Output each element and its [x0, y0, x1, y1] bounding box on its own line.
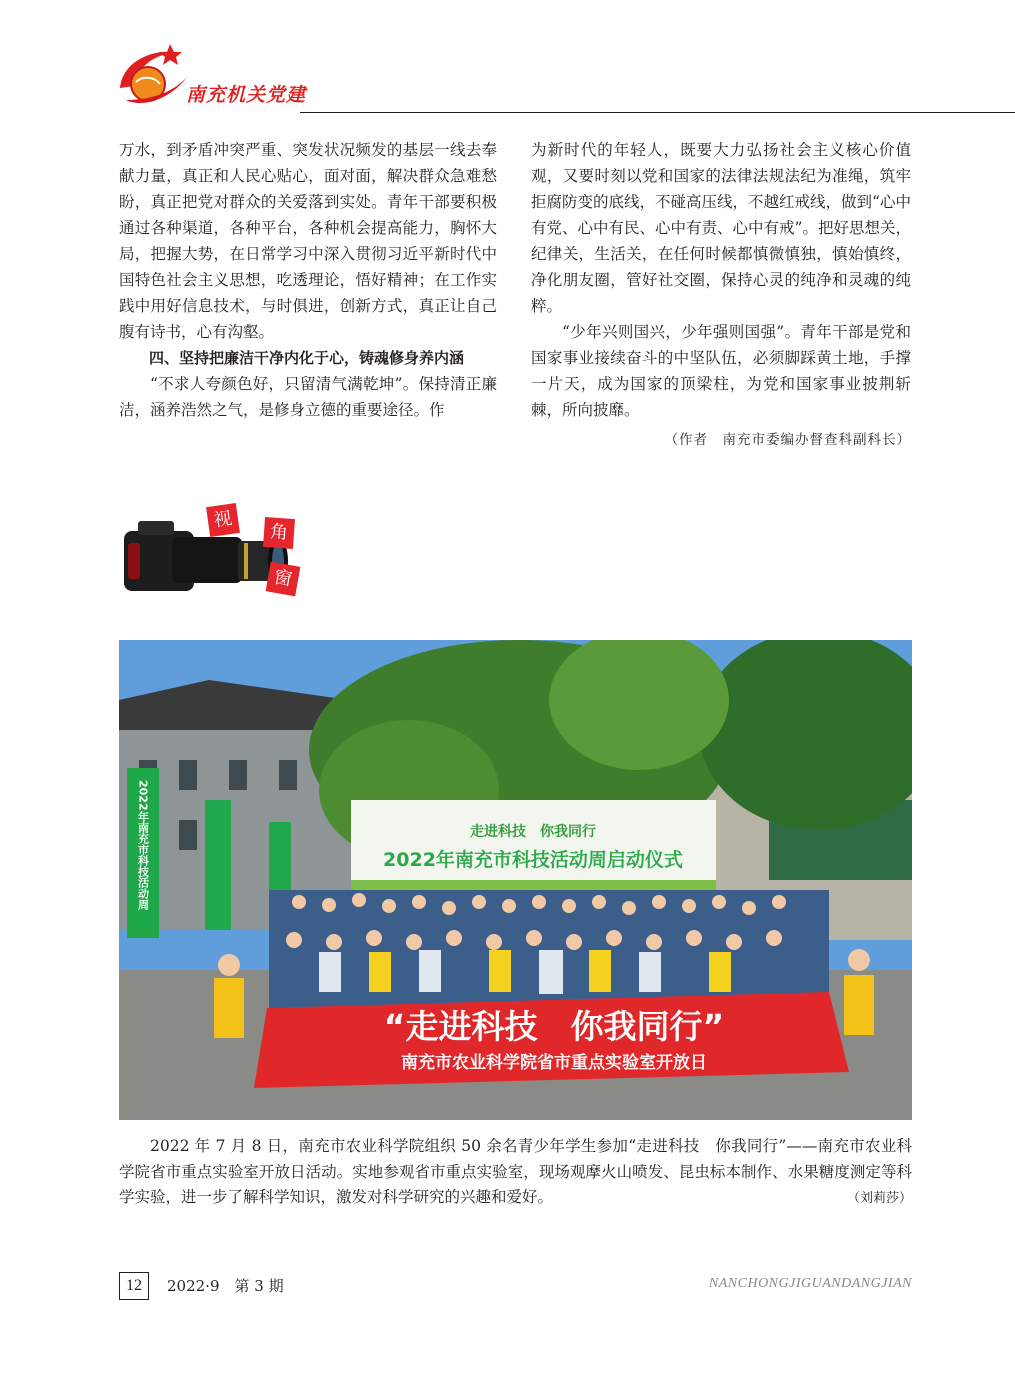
- paragraph: 为新时代的年轻人，既要大力弘扬社会主义核心价值观，又要时刻以党和国家的法律法规法纪为准绳，筑牢拒腐防变的底线，不碰高压线，不越红戒线，做到“心中有党、心中有民、心中有责、心中有戒”。把好思想关，纪律关，生活关，在任何时候都慎微慎独，慎始慎终，净化朋友圈，管好社交圈，保持心灵的纯净和灵魂的纯粹。: [531, 141, 911, 315]
- paragraph: “少年兴则国兴，少年强则国强”。青年干部是党和国家事业接续奋斗的中坚队伍，必须脚踩黄土地，手撑一片天，成为国家的顶梁柱，为党和国家事业披荆斩棘，所向披靡。: [531, 323, 911, 419]
- section-tag: 角: [263, 517, 295, 549]
- section-heading: 四、坚持把廉洁干净内化于心，铸魂修身养内涵: [149, 349, 465, 367]
- flag-text: 2022年南充市科技活动周: [136, 780, 150, 910]
- header-divider: [300, 112, 1015, 113]
- backdrop-slogan: 走进科技 你我同行: [470, 824, 596, 840]
- backdrop-title: 2022年南充市科技活动周启动仪式: [383, 849, 683, 871]
- section-tag: 视: [206, 503, 240, 537]
- issue-label: 2022·9 第 3 期: [167, 1277, 284, 1295]
- page-footer: [119, 1272, 912, 1302]
- paragraph: 万水，到矛盾冲突严重、突发状况频发的基层一线去奉献力量，真正和人民心贴心，面对面，解决群众急难愁盼，真正把党对群众的关爱落到实处。青年干部要积极通过各种渠道，各种平台，各种机会提高能力，胸怀大局，把握大势，在日常学习中深入贯彻习近平新时代中国特色社会主义思想，吃透理论，悟好精神；在工作实践中用好信息技术，与时俱进，创新方式，真正让自己腹有诗书，心有沟壑。: [119, 141, 497, 341]
- right-column: [531, 137, 911, 453]
- section-tag: 窗: [266, 562, 301, 597]
- paragraph: “不求人夸颜色好，只留清气满乾坤”。保持清正廉洁，涵养浩然之气，是修身立德的重要途径。作: [119, 375, 497, 419]
- journal-name: NANCHONGJIGUANDANGJIAN: [708, 1276, 912, 1291]
- author-note: （作者 南充市委编办督查科副科长）: [664, 432, 911, 448]
- banner-subtitle: 南充市农业科学院省市重点实验室开放日: [401, 1053, 707, 1073]
- photo-credit: （刘莉莎）: [846, 1191, 912, 1206]
- page-number: 12: [119, 1272, 149, 1300]
- photo-caption: [119, 1134, 912, 1212]
- banner-slogan: “走进科技 你我同行”: [383, 1007, 725, 1046]
- journal-title: 南充机关党建: [186, 84, 307, 106]
- left-column: [119, 137, 497, 423]
- logo-icon: [112, 40, 192, 112]
- caption-text: 2022 年 7 月 8 日，南充市农业科学院组织 50 余名青少年学生参加“走进科技 你我同行”——南充市农业科学院省市重点实验室开放日活动。实地参观省市重点实验室，现场观摩火山喷发、昆虫标本制作、水果糖度测定等科学实验，进一步了解科学知识，激发对科学研究的兴趣和爱好。: [119, 1137, 912, 1206]
- event-photo: [119, 640, 912, 1120]
